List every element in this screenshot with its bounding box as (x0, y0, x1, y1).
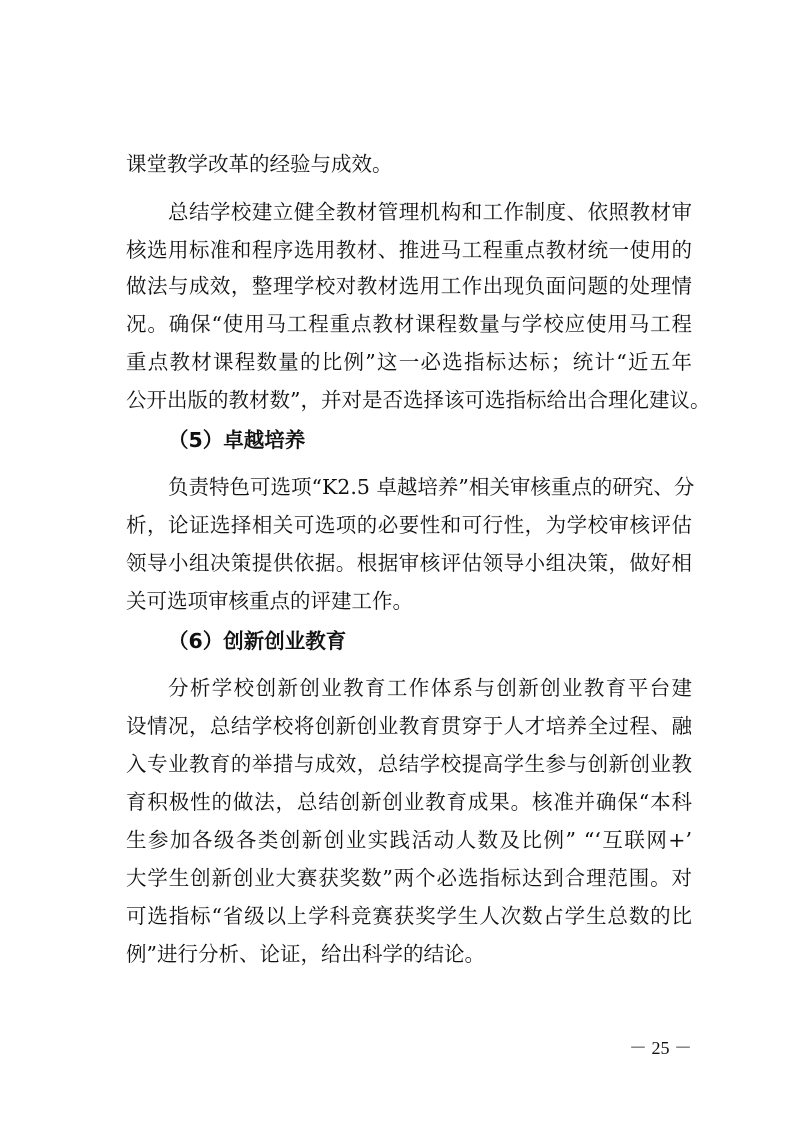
paragraph-line: 析，论证选择相关可选项的必要性和可行性，为学校审核评估 (126, 513, 692, 537)
paragraph-line: 核选用标准和程序选用教材、推进马工程重点教材统一使用的 (126, 238, 692, 262)
paragraph-line: 做法与成效，整理学校对教材选用工作出现负面问题的处理情 (126, 274, 692, 298)
paragraph-line: 公开出版的教材数”，并对是否选择该可选指标给出合理化建议。 (126, 388, 711, 412)
paragraph-line: 课堂教学改革的经验与成效。 (126, 152, 393, 176)
paragraph-line: 设情况，总结学校将创新创业教育贯穿于人才培养全过程、融 (126, 714, 692, 738)
paragraph-line: 生参加各级各类创新创业实践活动人数及比例” “‘互联网+’ (126, 828, 692, 852)
paragraph-line: 况。确保“使用马工程重点教材课程数量与学校应使用马工程 (126, 312, 692, 336)
page-number: － 25 － (629, 1038, 692, 1058)
paragraph-line: 负责特色可选项“K2.5 卓越培养”相关审核重点的研究、分 (168, 475, 695, 499)
paragraph-line: 领导小组决策提供依据。根据审核评估领导小组决策，做好相 (126, 551, 692, 575)
paragraph-line: 可选指标“省级以上学科竞赛获奖学生人次数占学生总数的比 (126, 904, 692, 928)
paragraph-line: 总结学校建立健全教材管理机构和工作制度、依照教材审 (168, 200, 692, 224)
paragraph-line: 育积极性的做法，总结创新创业教育成果。核准并确保“本科 (126, 790, 692, 814)
section-heading: （5）卓越培养 (168, 428, 306, 452)
section-heading: （6）创新创业教育 (168, 629, 347, 653)
paragraph-line: 大学生创新创业大赛获奖数”两个必选指标达到合理范围。对 (126, 866, 692, 890)
paragraph-line: 关可选项审核重点的评建工作。 (126, 589, 413, 613)
paragraph-line: 入专业教育的举措与成效，总结学校提高学生参与创新创业教 (126, 752, 692, 776)
paragraph-line: 分析学校创新创业教育工作体系与创新创业教育平台建 (168, 676, 692, 700)
paragraph-line: 例”进行分析、论证，给出科学的结论。 (126, 942, 485, 966)
paragraph-line: 重点教材课程数量的比例”这一必选指标达标；统计“近五年 (126, 350, 692, 374)
